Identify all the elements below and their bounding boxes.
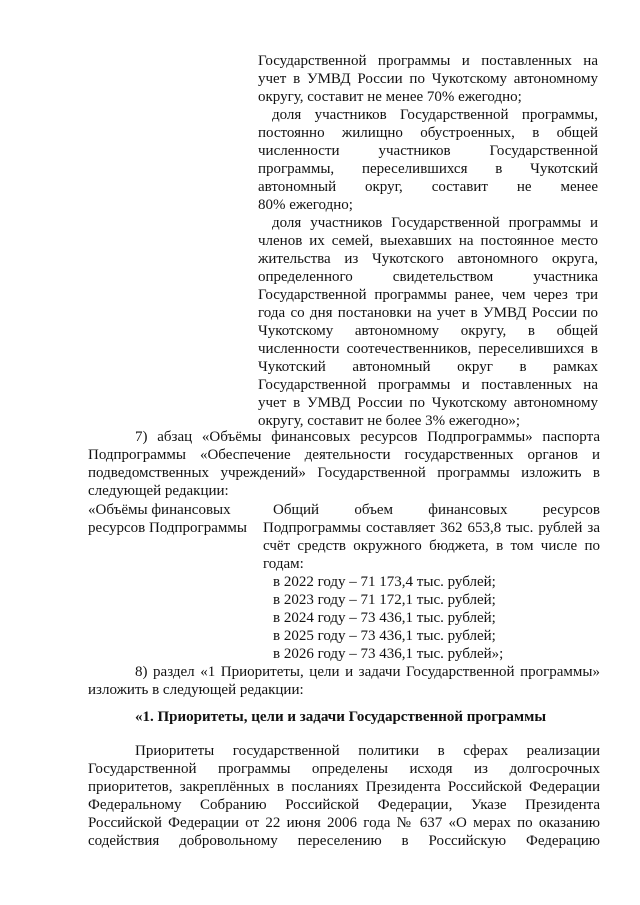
right-column-line: программы, переселившихся в Чукотский — [258, 161, 598, 177]
right-column-line: Государственной программы и поставленных на — [258, 377, 598, 393]
body-line: Федеральному Собранию Российской Федерации, Указе Президента — [88, 797, 600, 813]
right-column-line: численности участников Государственной — [258, 143, 598, 159]
item8-line: изложить в следующей редакции: — [88, 682, 304, 698]
right-column-line: 80% ежегодно; — [258, 197, 353, 213]
right-column-line: года со дня постановки на учет в УМВД России по — [258, 305, 598, 321]
right-column-line: учет в УМВД России по Чукотскому автономному — [258, 395, 598, 411]
body-line: Государственной программы определены исходя из долгосрочных — [88, 761, 600, 777]
finance-value-line: годам: — [263, 556, 304, 572]
body-line: содействия добровольному переселению в Российскую Федерацию — [88, 833, 600, 849]
right-column-line: округу, составит не менее 70% ежегодно; — [258, 89, 522, 105]
item7-line: следующей редакции: — [88, 483, 229, 499]
section-heading: «1. Приоритеты, цели и задачи Государственной программы — [135, 709, 547, 725]
item7-line: подведомственных учреждений» Государственной программы изложить в — [88, 465, 600, 481]
finance-year-line: в 2025 году – 73 436,1 тыс. рублей; — [273, 628, 496, 644]
finance-label-line: ресурсов Подпрограммы — [88, 520, 247, 536]
body-line: приоритетов, закреплённых в посланиях Президента Российской Федерации — [88, 779, 600, 795]
item7-line: 7) абзац «Объёмы финансовых ресурсов Подпрограммы» паспорта — [135, 429, 600, 445]
finance-year-line: в 2023 году – 71 172,1 тыс. рублей; — [273, 592, 496, 608]
right-column-line: Чукотский автономный округ в рамках — [258, 359, 598, 375]
right-column-line: численности соотечественников, переселившихся в — [258, 341, 598, 357]
item7-line: Подпрограммы «Обеспечение деятельности государственных органов и — [88, 447, 600, 463]
finance-label-line: «Объёмы финансовых — [88, 502, 231, 518]
body-line: Российской Федерации от 22 июня 2006 года № 637 «О мерах по оказанию — [88, 815, 600, 831]
finance-year-line: в 2022 году – 71 173,4 тыс. рублей; — [273, 574, 496, 590]
right-column-line: Чукотскому автономному округу, в общей — [258, 323, 598, 339]
finance-year-line: в 2026 году – 73 436,1 тыс. рублей»; — [273, 646, 504, 662]
finance-value-line: счёт средств окружного бюджета, в том числе по — [263, 538, 600, 554]
right-column-line: доля участников Государственной программы, — [272, 107, 598, 123]
body-line: Приоритеты государственной политики в сферах реализации — [135, 743, 600, 759]
item8-line: 8) раздел «1 Приоритеты, цели и задачи Государственной программы» — [135, 664, 600, 680]
right-column-line: автономный округ, составит не менее — [258, 179, 598, 195]
right-column-line: округу, составит не более 3% ежегодно»; — [258, 413, 521, 429]
right-column-line: Государственной программы ранее, чем через три — [258, 287, 598, 303]
finance-value-line: Подпрограммы составляет 362 653,8 тыс. рублей за — [263, 520, 600, 536]
right-column-line: жительства из Чукотского автономного округа, — [258, 251, 598, 267]
right-column-line: Государственной программы и поставленных на — [258, 53, 598, 69]
right-column-line: определенного свидетельством участника — [258, 269, 598, 285]
right-column-line: учет в УМВД России по Чукотскому автономному — [258, 71, 598, 87]
right-column-line: доля участников Государственной программы и — [272, 215, 598, 231]
right-column-line: постоянно жилищно обустроенных, в общей — [258, 125, 598, 141]
right-column-line: членов их семей, выехавших на постоянное место — [258, 233, 598, 249]
finance-year-line: в 2024 году – 73 436,1 тыс. рублей; — [273, 610, 496, 626]
finance-value-line: Общий объем финансовых ресурсов — [273, 502, 600, 518]
